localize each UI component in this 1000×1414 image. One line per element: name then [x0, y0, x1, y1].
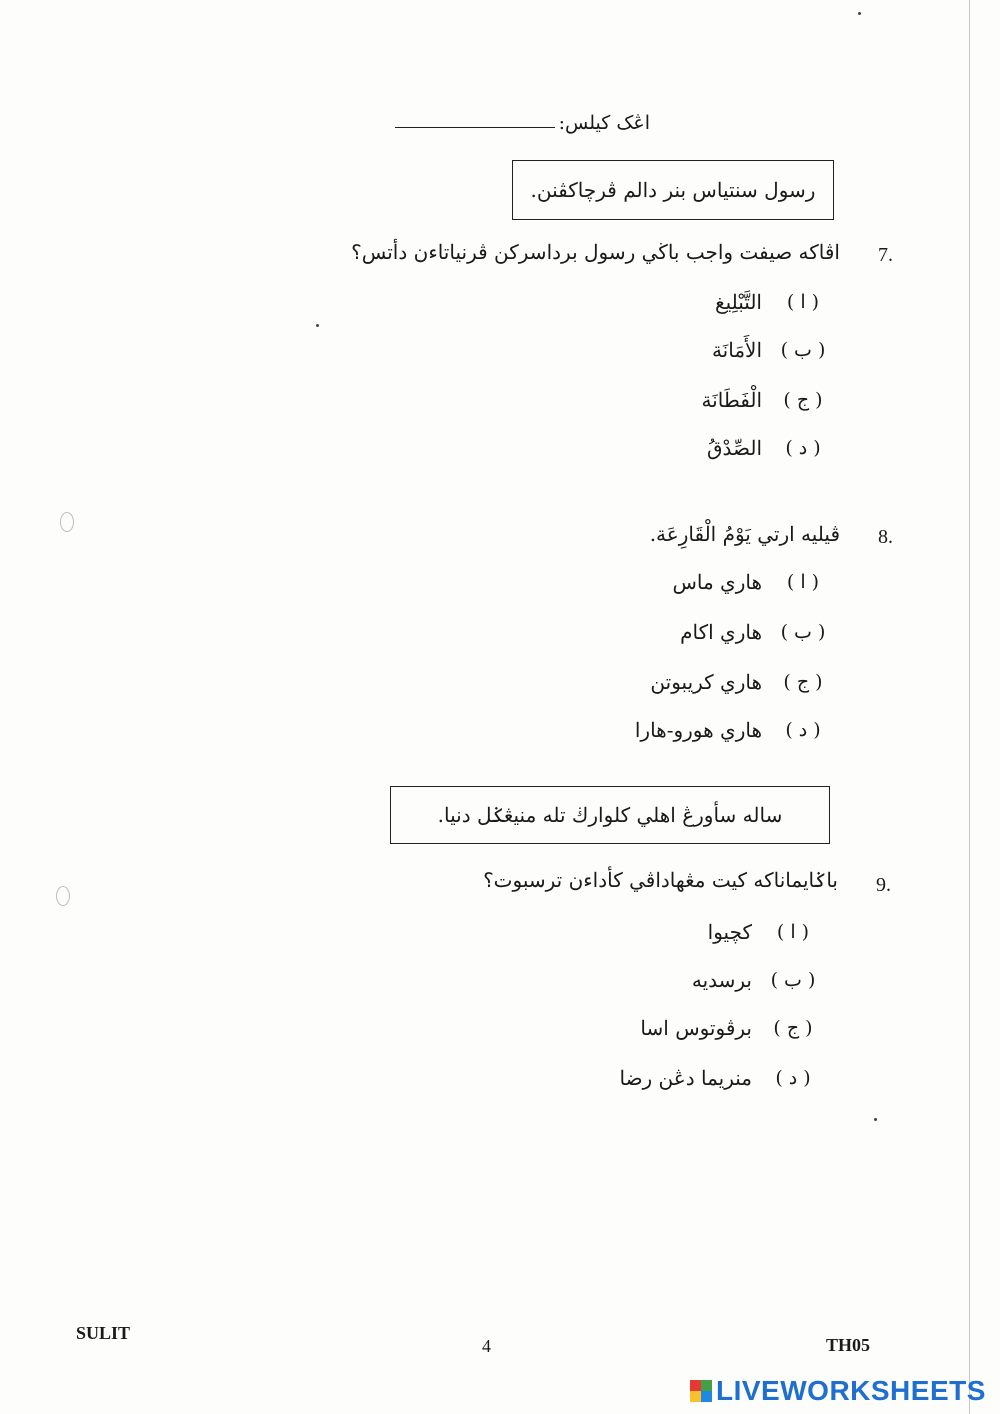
option-letter: ( ب ): [770, 969, 816, 991]
option-text: کچيوا: [707, 920, 752, 944]
scan-speck: [874, 1118, 877, 1121]
option-9-b[interactable]: [692, 968, 824, 992]
instruction-text-2: ساله سأورڠ اهلي کلوارڬ تله منيڠݢل دنيا.: [437, 803, 783, 827]
option-letter: ( ا ): [786, 571, 820, 593]
option-7-b[interactable]: [712, 338, 834, 362]
question-text-9: باݢايماناکه کيت مڠهاداڤي کأداءن ترسبوت؟: [483, 868, 838, 892]
page-edge-line: [969, 0, 970, 1414]
option-7-c[interactable]: [701, 388, 834, 412]
question-text-8: ڤيليه ارتي يَوْمُ الْقَارِعَة.: [649, 522, 840, 546]
option-text: الأَمَانَة: [711, 338, 762, 362]
option-text: الْفَطَانَة: [701, 388, 762, 412]
class-name-field: [360, 98, 650, 134]
liveworksheets-logo-icon: [690, 1380, 712, 1402]
class-name-label: اڠک کيلس:: [558, 112, 650, 134]
option-letter: ( د ): [785, 719, 821, 741]
option-letter: ( د ): [775, 1067, 811, 1089]
option-8-b[interactable]: [680, 620, 834, 644]
question-number-9: 9.: [876, 874, 891, 896]
paper-code: TH05: [826, 1335, 871, 1355]
question-number-7: 7.: [878, 244, 893, 266]
option-letter: ( ا ): [776, 921, 810, 943]
question-text-7: اڤاکه صيفت واجب باڬي رسول برداسرکن ڤرنياتاءن دأتس؟: [351, 240, 840, 264]
scan-speck: [858, 12, 861, 15]
punch-hole: [60, 512, 74, 532]
option-text: منريما دڠن رضا: [619, 1066, 752, 1090]
page-number: 4: [482, 1336, 491, 1356]
option-7-d[interactable]: [707, 436, 834, 460]
instruction-box-1: [512, 160, 834, 220]
class-name-blank[interactable]: [395, 127, 555, 128]
option-letter: ( ج ): [783, 389, 823, 411]
option-text: هاري ماس: [672, 570, 762, 594]
option-8-d[interactable]: [635, 718, 834, 742]
option-9-c[interactable]: [640, 1016, 824, 1040]
liveworksheets-watermark[interactable]: [690, 1374, 986, 1408]
option-9-d[interactable]: [619, 1066, 824, 1090]
option-text: هاري اکام: [680, 620, 762, 644]
option-text: برڤوتوس اسا: [640, 1016, 752, 1040]
option-text: هاري کريبوتن: [650, 670, 762, 694]
question-number-8: 8.: [878, 526, 893, 548]
option-text: التَّبْلِيغ: [714, 290, 762, 314]
option-text: هاري هورو-هارا: [634, 718, 762, 742]
option-letter: ( د ): [785, 437, 821, 459]
punch-hole: [56, 886, 70, 906]
option-8-c[interactable]: [650, 670, 834, 694]
option-letter: ( ا ): [786, 291, 820, 313]
option-7-a[interactable]: [715, 290, 834, 314]
option-text: برسديه: [691, 968, 752, 992]
instruction-text-1: رسول سنتياس بنر دالم ڤرچاکڤنن.: [530, 178, 816, 202]
option-text: الصِّدْقُ: [706, 436, 762, 460]
option-9-a[interactable]: [708, 920, 824, 944]
option-8-a[interactable]: [672, 570, 834, 594]
scan-speck: [316, 324, 319, 327]
liveworksheets-wordmark: LIVEWORKSHEETS: [716, 1375, 986, 1406]
instruction-box-2: [390, 786, 830, 844]
footer-sulit: SULIT: [76, 1323, 131, 1343]
option-letter: ( ج ): [773, 1017, 813, 1039]
option-letter: ( ب ): [780, 339, 826, 361]
option-letter: ( ب ): [780, 621, 826, 643]
option-letter: ( ج ): [783, 671, 823, 693]
